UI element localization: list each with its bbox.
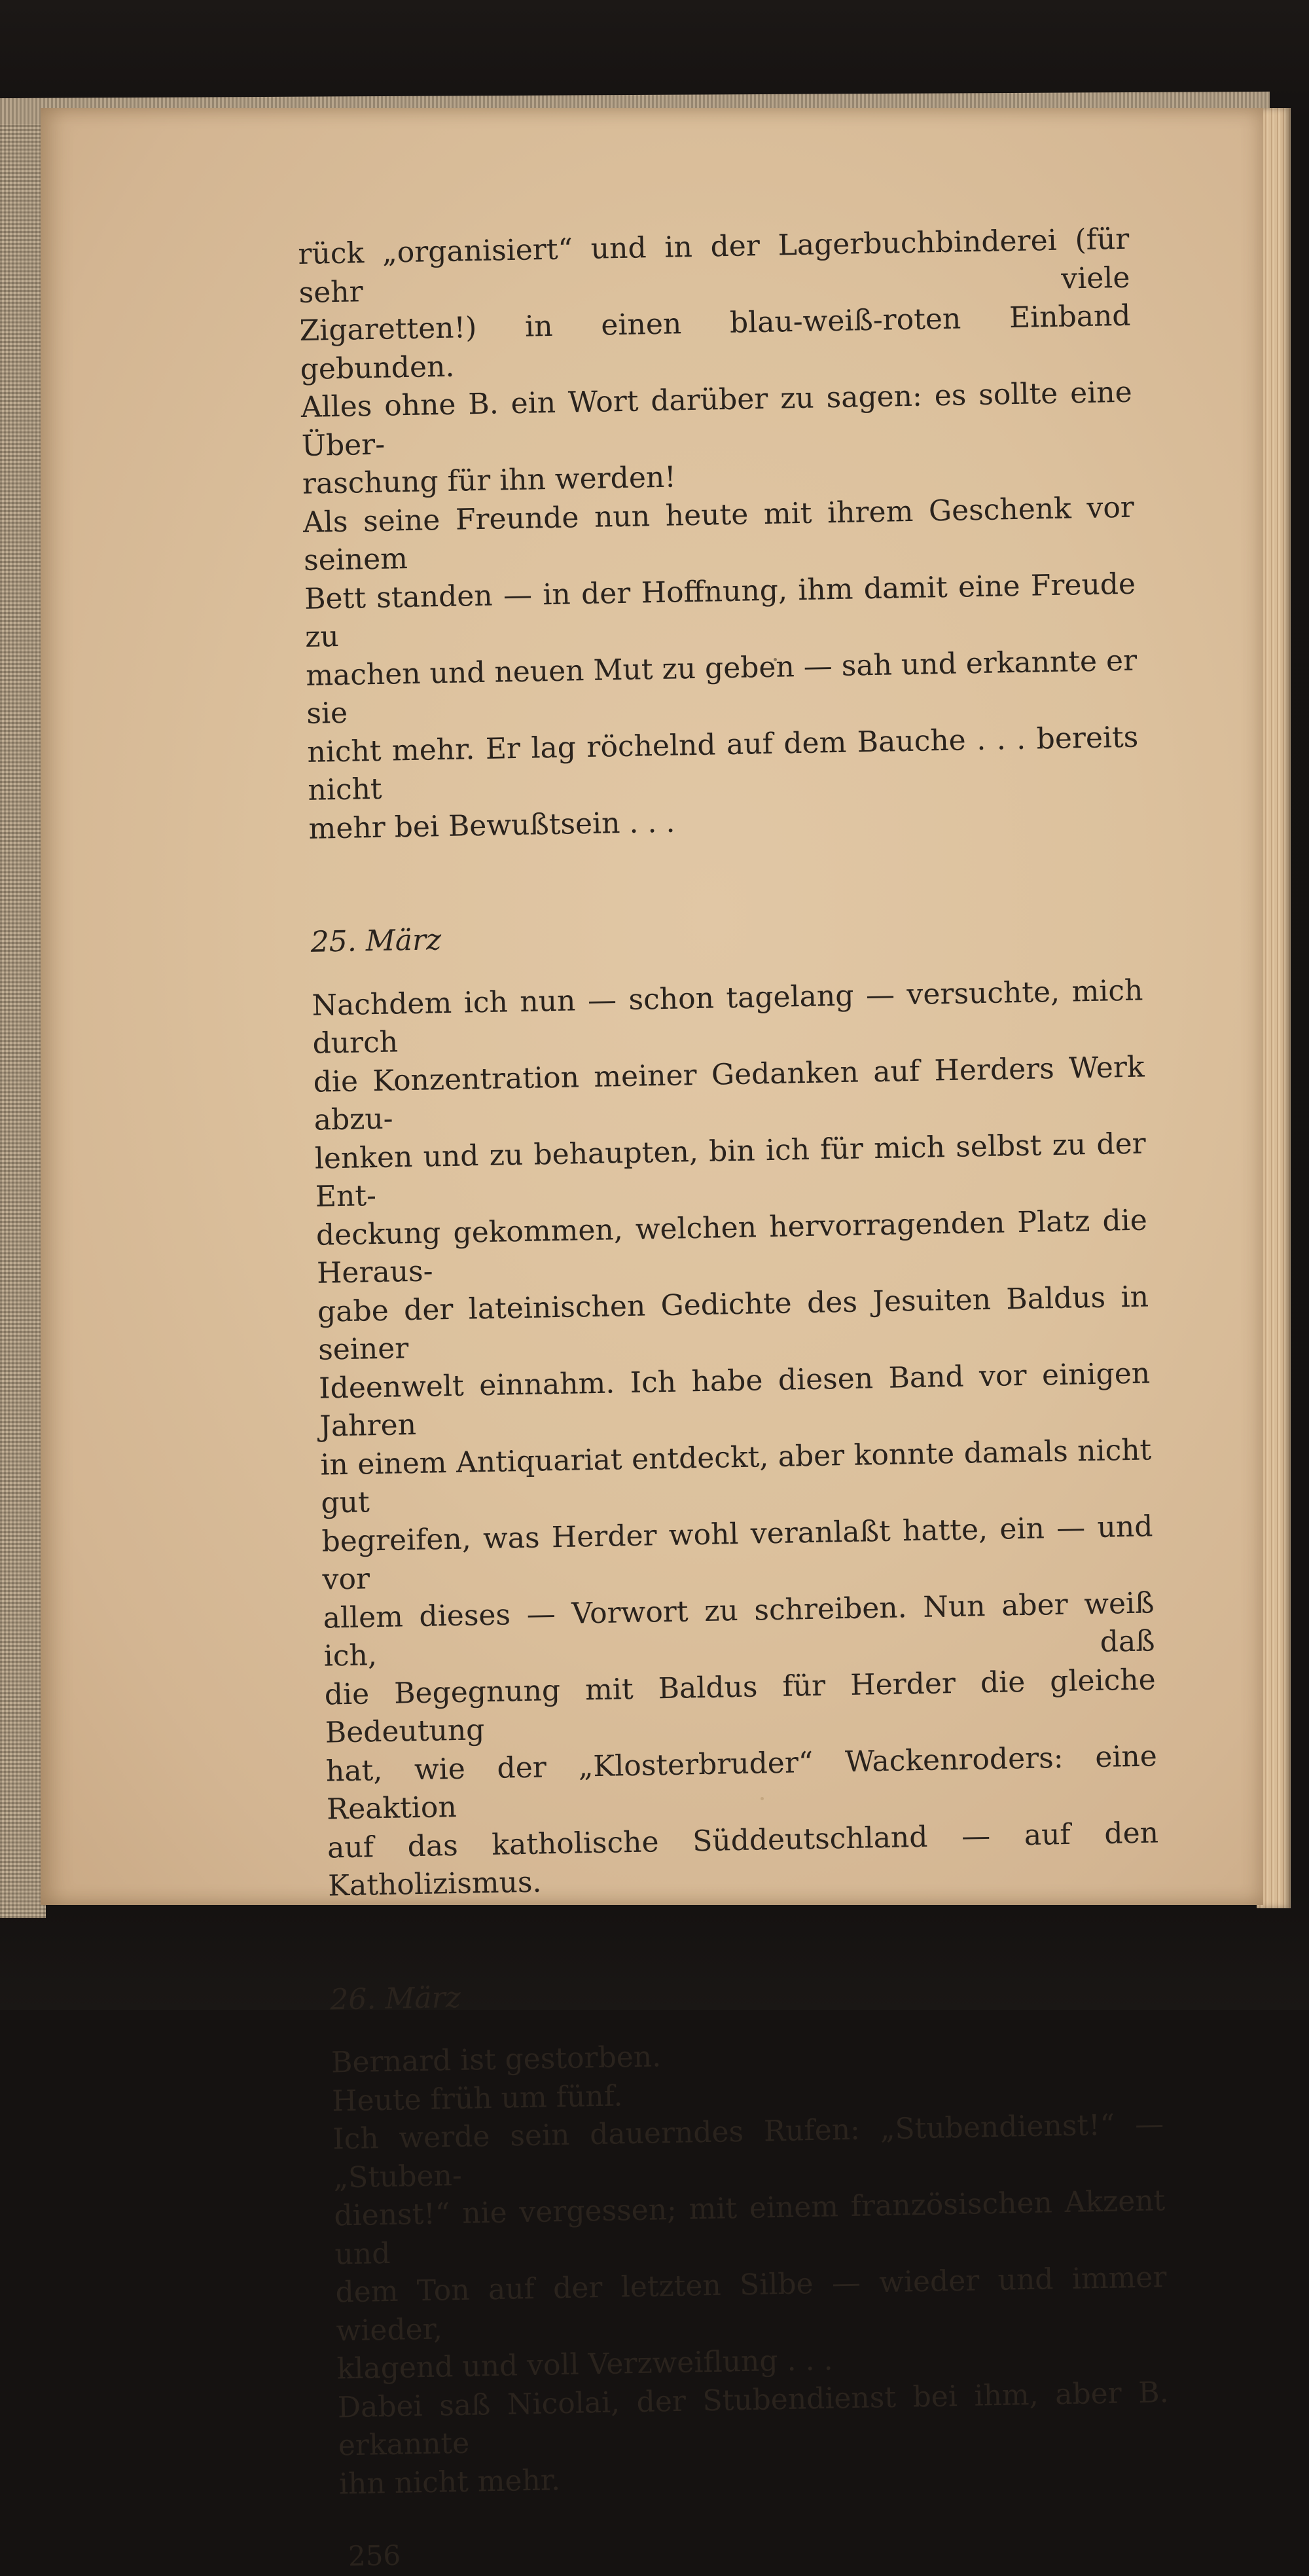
text-line: auf das katholische Süddeutschland — auf den Katholizismus.: [327, 1815, 1159, 1903]
text-line: Ideenwelt einnahm. Ich habe diesen Band vor einigen Jahren: [318, 1356, 1151, 1443]
text-line: lenken und zu behaupten, bin ich für mich selbst zu der Ent-: [314, 1126, 1147, 1214]
text-line: dienst!“ nie vergessen; mit einem französischen Akzent und: [333, 2184, 1166, 2271]
text-line: Bernard ist gestorben.: [331, 2040, 662, 2080]
text-line: deckung gekommen, welchen hervorragenden Platz die Heraus-: [315, 1203, 1148, 1290]
text-line: machen und neuen Mut zu geben — sah und erkannte er sie: [305, 644, 1138, 731]
diary-date-heading: 25. März: [310, 923, 442, 959]
text-line: begreifen, was Herder wohl veranlaßt hatte, ein — und vor: [321, 1509, 1153, 1597]
diary-date-heading: 26. März: [329, 1980, 461, 2017]
book-binding-edge: [0, 98, 46, 1918]
text-line: die Konzentration meiner Gedanken auf Herders Werk abzu-: [313, 1050, 1145, 1137]
text-line: in einem Antiquariat entdeckt, aber konnte damals nicht gut: [319, 1432, 1152, 1520]
text-line: Dabei saß Nicolai, der Stubendienst bei ihm, aber B. erkannte: [337, 2375, 1170, 2463]
paragraph-block-2: [312, 971, 1160, 1906]
text-line: Ich werde sein dauerndes Rufen: „Stubendienst!“ — „Stuben-: [332, 2107, 1164, 2194]
text-line: dem Ton auf der letzten Silbe — wieder und immer wieder,: [335, 2260, 1167, 2348]
text-line: ihn nicht mehr.: [338, 2463, 561, 2501]
text-line: Als seine Freunde nun heute mit ihrem Geschenk vor seinem: [302, 490, 1135, 577]
text-line: Bett standen — in der Hoffnung, ihm damit eine Freude zu: [304, 567, 1136, 654]
text-line: Alles ohne B. ein Wort darüber zu sagen: es sollte eine Über-: [300, 375, 1133, 463]
page-text-block: [298, 221, 1172, 2576]
text-line: klagend und voll Verzweiflung . . .: [336, 2343, 833, 2386]
page-number: 256: [348, 2539, 401, 2573]
text-line: raschung für ihn werden!: [302, 460, 677, 501]
text-line: die Begegnung mit Baldus für Herder die gleiche Bedeutung: [324, 1662, 1157, 1750]
text-line: hat, wie der „Klosterbruder“ Wackenroders: eine Reaktion: [325, 1739, 1158, 1826]
text-line: Zigaretten!) in einen blau-weiß-roten Einband gebunden.: [299, 299, 1131, 386]
text-line: gabe der lateinischen Gedichte des Jesuiten Baldus in seiner: [317, 1279, 1149, 1367]
text-line: Heute früh um fünf.: [331, 2078, 623, 2118]
text-line: allem dieses — Vorwort zu schreiben. Nun aber weiß ich, daß: [323, 1586, 1156, 1673]
text-line: mehr bei Bewußtsein . . .: [308, 805, 675, 846]
paragraph-block-1: [298, 221, 1140, 848]
text-line: Nachdem ich nun — schon tagelang — versuchte, mich durch: [312, 973, 1143, 1061]
text-line: nicht mehr. Er lag röchelnd auf dem Bauche . . . bereits nicht: [306, 720, 1139, 807]
paragraph-block-3: [331, 2029, 1171, 2503]
text-line: rück „organisiert“ und in der Lagerbuchbinderei (für sehr viele: [298, 222, 1130, 310]
